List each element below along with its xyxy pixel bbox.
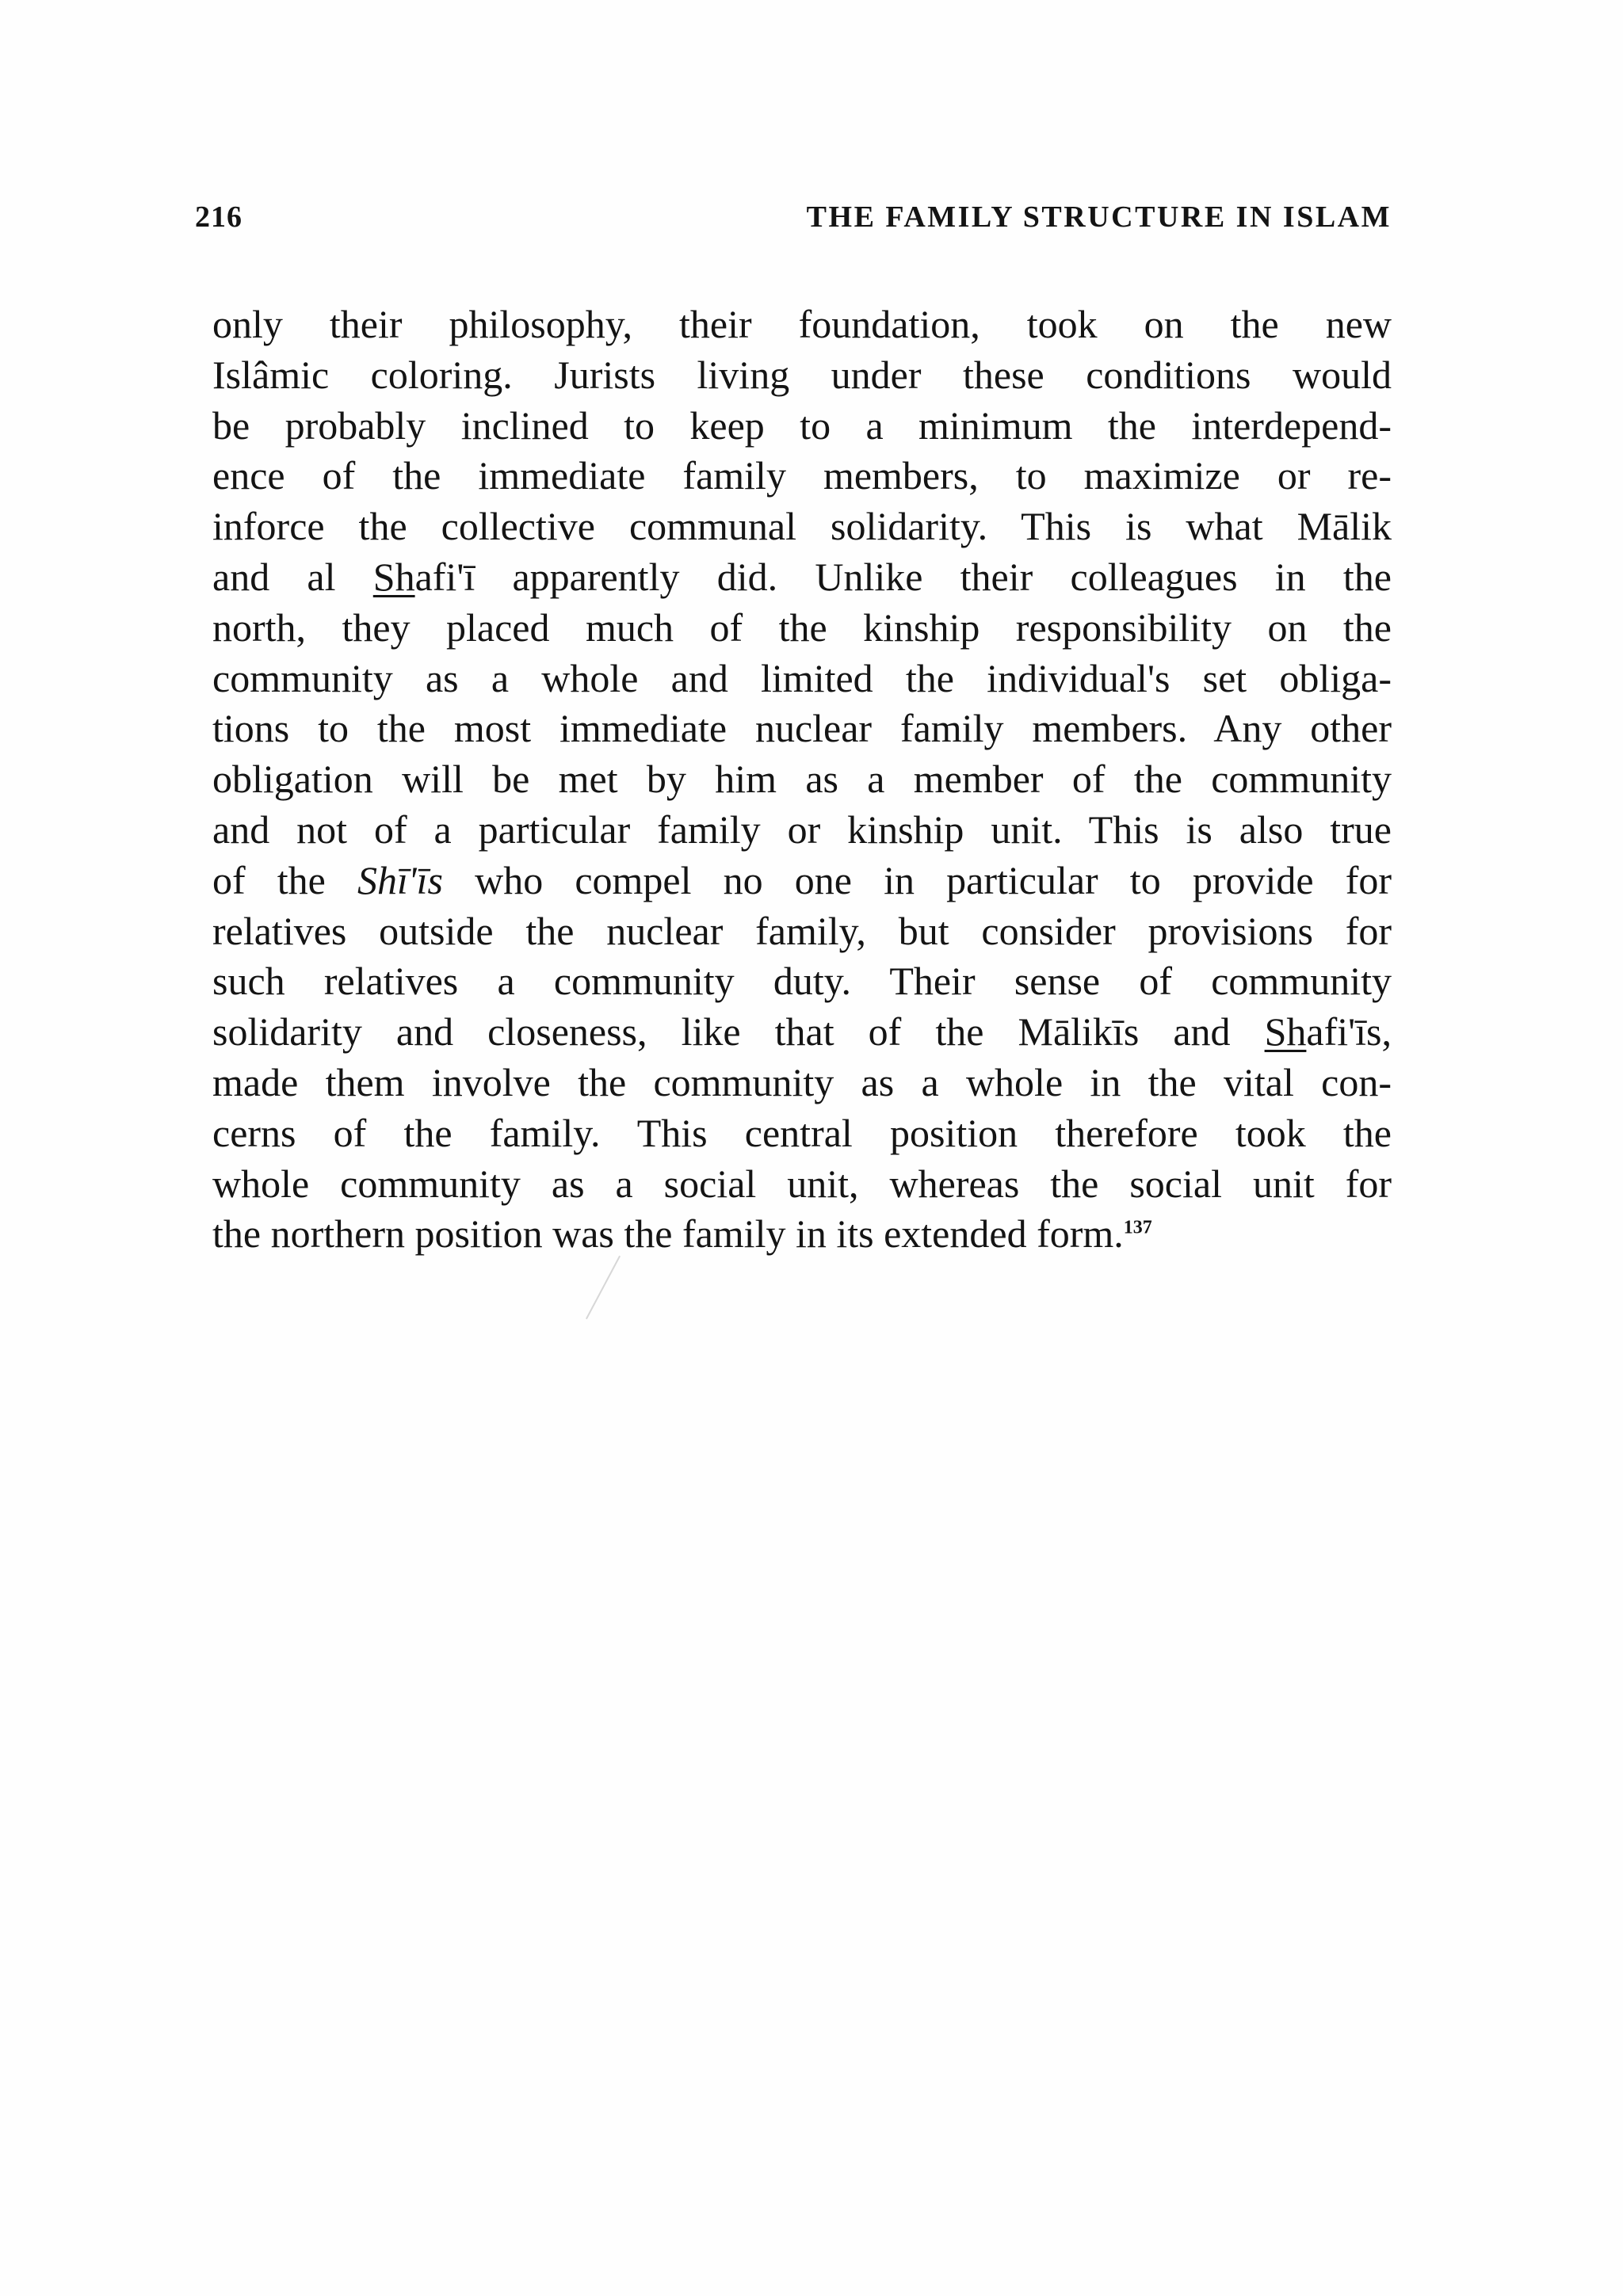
text-segment: afi'ī apparently did. Unlike their colleagues in the bbox=[414, 554, 1392, 599]
italic-term: Shī'īs bbox=[357, 857, 443, 902]
text-line bbox=[212, 1007, 1392, 1058]
text-line: ence of the immediate family members, to maximize or re- bbox=[212, 453, 1392, 498]
text-line: community as a whole and limited the individual's set obliga- bbox=[212, 655, 1392, 700]
text-line: only their philosophy, their foundation, took on the new bbox=[212, 302, 1392, 346]
text-segment: and al bbox=[212, 554, 373, 599]
text-segment: who compel no one in particular to provide for bbox=[442, 857, 1392, 902]
footnote-reference[interactable]: 137 bbox=[1123, 1217, 1152, 1238]
text-segment: afi'īs, bbox=[1306, 1009, 1392, 1055]
body-paragraph bbox=[212, 299, 1392, 1260]
text-line bbox=[212, 856, 1392, 906]
text-line: whole community as a social unit, whereas the social unit for bbox=[212, 1161, 1392, 1206]
text-line: cerns of the family. This central position therefore took the bbox=[212, 1110, 1392, 1155]
text-line: inforce the collective communal solidarity. This is what Mālik bbox=[212, 504, 1392, 549]
text-line bbox=[212, 1209, 1392, 1260]
text-segment: the northern position was the family in its extended form. bbox=[212, 1211, 1124, 1257]
page-number: 216 bbox=[195, 200, 242, 234]
text-line: obligation will be met by him as a member of the community bbox=[212, 757, 1392, 802]
text-segment: solidarity and closeness, like that of the Mālikīs and bbox=[212, 1009, 1265, 1055]
text-line: tions to the most immediate nuclear family members. Any other bbox=[212, 706, 1392, 751]
text-line: and not of a particular family or kinship unit. This is also true bbox=[212, 807, 1392, 852]
running-title: THE FAMILY STRUCTURE IN ISLAM bbox=[806, 200, 1392, 234]
running-head bbox=[195, 200, 1392, 247]
text-line: north, they placed much of the kinship responsibility on the bbox=[212, 605, 1392, 650]
underlined-transliteration: Sh bbox=[1264, 1009, 1307, 1055]
text-line: relatives outside the nuclear family, but consider provisions for bbox=[212, 908, 1392, 953]
text-line: such relatives a community duty. Their sense of community bbox=[212, 959, 1392, 1004]
text-line: be probably inclined to keep to a minimum the interdepend- bbox=[212, 402, 1392, 448]
underlined-transliteration: Sh bbox=[372, 554, 415, 599]
text-line: Islâmic coloring. Jurists living under these conditions would bbox=[212, 352, 1392, 397]
scan-artifact bbox=[586, 1256, 621, 1319]
text-line bbox=[212, 552, 1392, 603]
text-line: made them involve the community as a whole in the vital con- bbox=[212, 1059, 1392, 1104]
text-segment: of the bbox=[212, 857, 358, 902]
